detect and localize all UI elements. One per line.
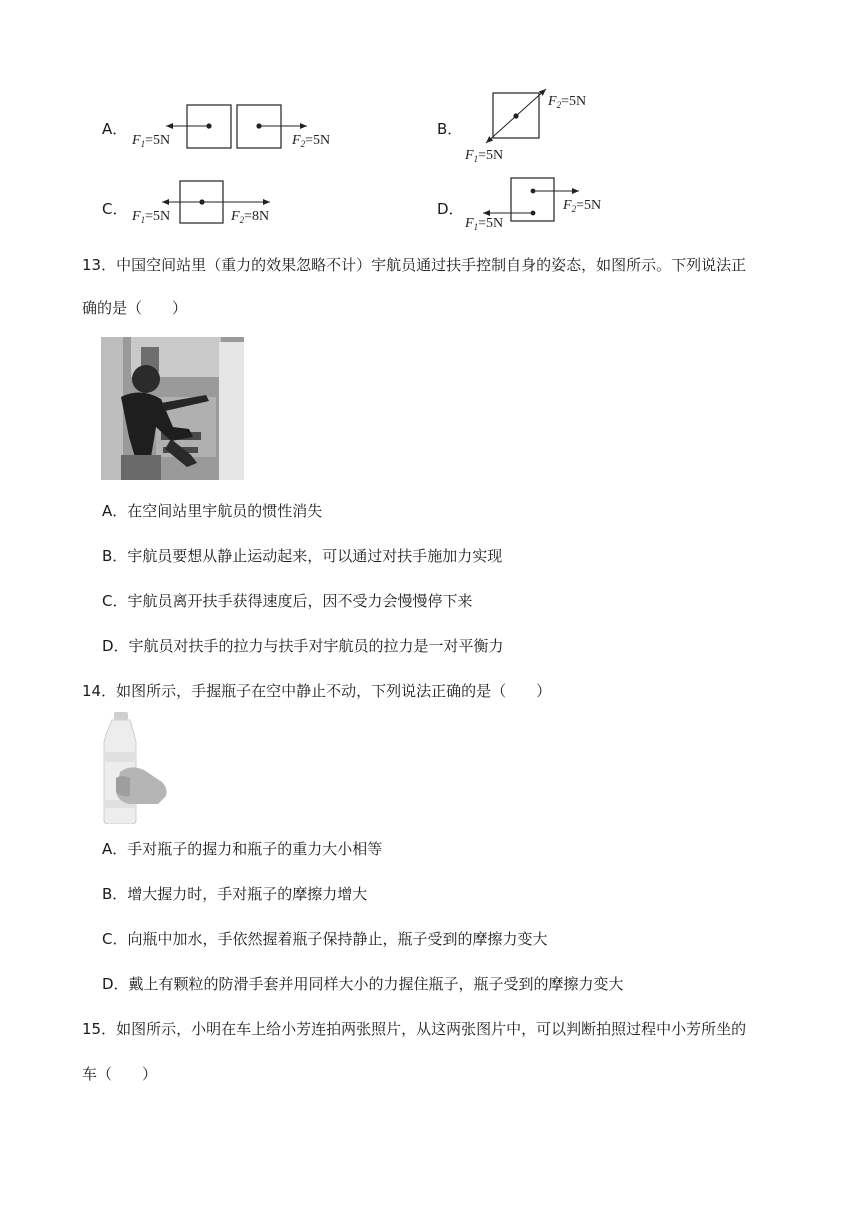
q14-option-a: A．手对瓶子的握力和瓶子的重力大小相等 — [102, 840, 383, 858]
q12-option-c-letter: C． — [102, 200, 128, 218]
q12-b-f1: $F_1=5N$ — [465, 148, 504, 164]
q12-b-f2: $F_2=5N$ — [548, 94, 587, 110]
q13-option-b: B．宇航员要想从静止运动起来，可以通过对扶手施加力实现 — [102, 547, 503, 565]
q12-option-a-letter: A． — [102, 120, 128, 138]
q12-d-f1: $F_1=5N$ — [465, 216, 504, 232]
q14-option-b: B．增大握力时，手对瓶子的摩擦力增大 — [102, 885, 368, 903]
q13-option-a: A．在空间站里宇航员的惯性消失 — [102, 502, 323, 520]
q13-astronaut-photo — [101, 337, 244, 480]
q12-options — [0, 0, 860, 240]
q14-option-d: D．戴上有颗粒的防滑手套并用同样大小的力握住瓶子，瓶子受到的摩擦力变大 — [102, 975, 624, 993]
q12-c-f2: $F_2=8N$ — [231, 209, 270, 225]
q13-stem-line2: 确的是（ ） — [82, 299, 188, 317]
q13-option-c: C．宇航员离开扶手获得速度后，因不受力会慢慢停下来 — [102, 592, 473, 610]
q12-option-c-diagram — [120, 175, 350, 230]
q12-option-d-diagram — [455, 170, 625, 235]
q14-bottle-hand-image — [100, 712, 170, 824]
q12-a-f2: $F_2=5N$ — [292, 133, 331, 149]
q12-a-f1: $F_1=5N$ — [132, 133, 171, 149]
q12-option-b-diagram — [455, 85, 615, 170]
q12-option-a-diagram — [120, 95, 350, 160]
q13-option-d: D．宇航员对扶手的拉力与扶手对宇航员的拉力是一对平衡力 — [102, 637, 504, 655]
q12-c-f1: $F_1=5N$ — [132, 209, 171, 225]
q13-stem-line1: 13．中国空间站里（重力的效果忽略不计）宇航员通过扶手控制自身的姿态，如图所示。下列说法正 — [82, 256, 747, 274]
q14-stem: 14．如图所示，手握瓶子在空中静止不动，下列说法正确的是（ ） — [82, 682, 552, 700]
q14-option-c: C．向瓶中加水，手依然握着瓶子保持静止，瓶子受到的摩擦力变大 — [102, 930, 548, 948]
q12-option-b-letter: B． — [437, 120, 463, 138]
q12-d-f2: $F_2=5N$ — [563, 198, 602, 214]
q15-stem-line1: 15．如图所示，小明在车上给小芳连拍两张照片，从这两张图片中，可以判断拍照过程中小芳所坐的 — [82, 1020, 747, 1038]
q12-option-d-letter: D． — [437, 200, 464, 218]
q15-stem-line2: 车（ ） — [82, 1065, 158, 1083]
